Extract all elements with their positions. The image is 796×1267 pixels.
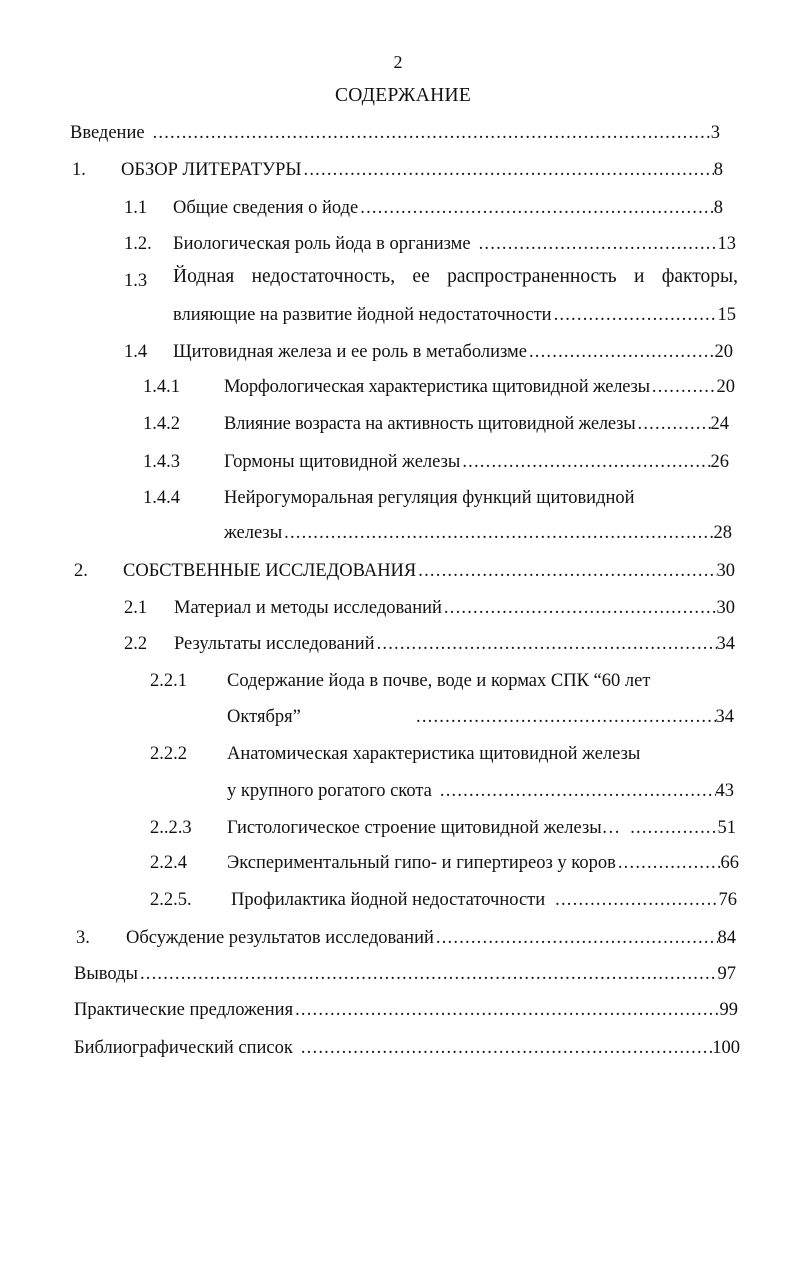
toc-label: Выводы <box>74 964 138 984</box>
toc-page: 30 <box>716 561 735 581</box>
toc-leader <box>416 560 716 582</box>
toc-leader <box>620 817 717 839</box>
toc-label: Общие сведения о йоде <box>173 198 359 218</box>
toc-leader <box>636 413 711 435</box>
toc-label: железы <box>224 523 283 543</box>
toc-page: 26 <box>710 452 729 472</box>
toc-page: 34 <box>715 707 734 727</box>
toc-number: 1.3 <box>124 271 148 291</box>
toc-number: 1.4.3 <box>143 452 180 472</box>
toc-leader <box>527 341 715 363</box>
toc-leader <box>460 451 710 473</box>
toc-page: 3 <box>710 123 720 143</box>
toc-leader <box>414 706 716 728</box>
toc-entry-practical <box>74 999 738 1021</box>
toc-label: Библиографический список <box>74 1038 293 1058</box>
toc-entry-s1-4-3 <box>224 451 729 473</box>
toc-label-line1: Анатомическая характеристика щитовидной железы <box>227 744 641 764</box>
toc-entry-s2 <box>123 560 735 582</box>
toc-number: 3. <box>76 928 90 948</box>
toc-number: 1.4 <box>124 342 148 362</box>
toc-number: 2.2.4 <box>150 853 187 873</box>
toc-page: 24 <box>710 414 729 434</box>
toc-leader <box>375 633 717 655</box>
toc-number: 1.1 <box>124 198 148 218</box>
toc-leader <box>293 1037 712 1059</box>
toc-page: 15 <box>717 305 736 325</box>
page-number: 2 <box>393 52 403 72</box>
toc-page: 8 <box>713 160 723 180</box>
toc-entry-s3 <box>126 927 736 949</box>
toc-label: Материал и методы исследований <box>174 598 442 618</box>
toc-label: Профилактика йодной недостаточности <box>231 890 546 910</box>
toc-page: 28 <box>713 523 732 543</box>
toc-leader <box>145 122 711 144</box>
toc-entry-s1-1 <box>173 197 723 219</box>
toc-page: 99 <box>719 1000 738 1020</box>
toc-page: 8 <box>713 198 723 218</box>
toc-label: Влияние возраста на активность щитовидной железы <box>224 414 636 434</box>
toc-page: 20 <box>714 342 733 362</box>
toc-entry-s2-2-4 <box>227 852 739 874</box>
toc-number: 2.2 <box>124 634 148 654</box>
toc-label: Практические предложения <box>74 1000 294 1020</box>
toc-entry-s1-4-1 <box>224 376 735 398</box>
toc-entry-bibliography <box>74 1037 740 1059</box>
toc-label: ОБЗОР ЛИТЕРАТУРЫ <box>121 160 302 180</box>
toc-entry-s1-4-2 <box>224 413 729 435</box>
toc-label: Обсуждение результатов исследований <box>126 928 434 948</box>
toc-leader <box>650 376 717 398</box>
toc-number: 2.2.5. <box>150 890 192 910</box>
toc-leader <box>358 197 714 219</box>
toc-label-line1: Содержание йода в почве, воде и кормах СПК “60 лет <box>227 671 651 691</box>
toc-leader <box>552 304 718 326</box>
toc-label: Гистологическое строение щитовидной железы… <box>227 818 621 838</box>
toc-number: 1. <box>72 160 86 180</box>
toc-number: 1.4.1 <box>143 377 180 397</box>
toc-page: 66 <box>720 853 739 873</box>
toc-leader <box>432 780 716 802</box>
toc-number: 1.4.2 <box>143 414 180 434</box>
toc-entry-s2-2-3 <box>227 817 736 839</box>
toc-number: 2. <box>74 561 88 581</box>
toc-label: Результаты исследований <box>174 634 375 654</box>
toc-leader <box>616 852 721 874</box>
toc-entry-s2-2-2 <box>227 780 734 802</box>
toc-entry-s2-2-1 <box>414 706 734 728</box>
toc-page: 51 <box>717 818 736 838</box>
toc-leader <box>302 159 714 181</box>
toc-label: влияющие на развитие йодной недостаточности <box>173 305 552 325</box>
toc-leader <box>138 963 718 985</box>
toc-number: 2..2.3 <box>150 818 192 838</box>
toc-entry-intro <box>70 122 720 144</box>
toc-entry-s2-2 <box>174 633 735 655</box>
toc-label: Морфологическая характеристика щитовидной железы <box>224 377 650 397</box>
toc-leader <box>293 999 719 1021</box>
toc-leader <box>471 233 718 255</box>
toc-leader <box>434 927 718 949</box>
toc-number: 1.2. <box>124 234 152 254</box>
toc-leader <box>442 597 717 619</box>
toc-page: 20 <box>716 377 735 397</box>
toc-entry-s1-3 <box>173 304 736 326</box>
toc-page: 43 <box>715 781 734 801</box>
toc-leader <box>282 522 713 544</box>
toc-page: 76 <box>718 890 737 910</box>
toc-number: 2.1 <box>124 598 148 618</box>
toc-label: Щитовидная железа и ее роль в метаболизме <box>173 342 527 362</box>
toc-number: 2.2.2 <box>150 744 187 764</box>
toc-label-line1: Йодная недостаточность, ее распространенность и факторы, <box>173 266 738 287</box>
toc-number: 2.2.1 <box>150 671 187 691</box>
page-title: СОДЕРЖАНИЕ <box>334 85 472 106</box>
toc-page: 13 <box>717 234 736 254</box>
toc-page: 97 <box>717 964 736 984</box>
toc-entry-s1-2 <box>173 233 736 255</box>
toc-label: Введение <box>70 123 145 143</box>
toc-label: СОБСТВЕННЫЕ ИССЛЕДОВАНИЯ <box>123 561 417 581</box>
toc-entry-s1 <box>121 159 723 181</box>
toc-page: 34 <box>716 634 735 654</box>
toc-page: 84 <box>717 928 736 948</box>
toc-entry-s1-4-4 <box>224 522 732 544</box>
toc-entry-s2-1 <box>174 597 735 619</box>
toc-label: Экспериментальный гипо- и гипертиреоз у коров <box>227 853 616 873</box>
toc-page: 100 <box>712 1038 740 1058</box>
toc-entry-conclusions <box>74 963 736 985</box>
toc-label: Биологическая роль йода в организме <box>173 234 471 254</box>
toc-label: у крупного рогатого скота <box>227 781 432 801</box>
toc-leader <box>545 889 718 911</box>
toc-page: 30 <box>716 598 735 618</box>
toc-entry-s2-2-5 <box>231 889 737 911</box>
toc-number: 1.4.4 <box>143 488 180 508</box>
toc-entry-s1-4 <box>173 341 733 363</box>
toc-label-line1: Нейрогуморальная регуляция функций щитовидной <box>224 488 635 508</box>
toc-label: Гормоны щитовидной железы <box>224 452 461 472</box>
toc-label: Октября” <box>227 707 301 727</box>
